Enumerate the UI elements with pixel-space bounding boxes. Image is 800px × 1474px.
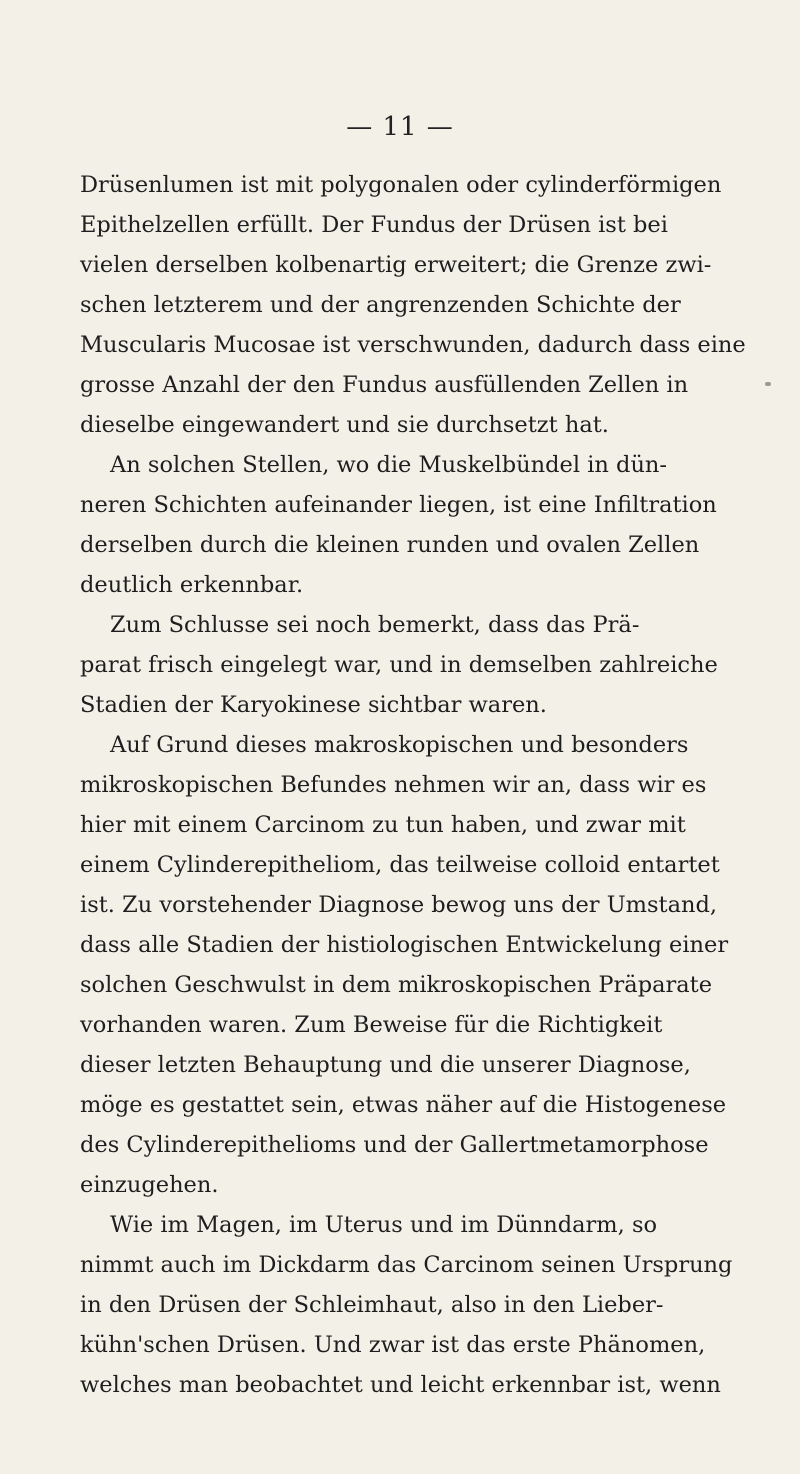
text-line: parat frisch eingelegt war, und in demselben zahlreiche (80, 652, 718, 678)
text-line: vielen derselben kolbenartig erweitert; die Grenze zwi- (80, 252, 712, 278)
text-line: kühn'schen Drüsen. Und zwar ist das erste Phänomen, (80, 1332, 706, 1358)
paragraph-start-line: Wie im Magen, im Uterus und im Dünndarm, so (110, 1212, 658, 1238)
ink-smudge (765, 382, 771, 386)
text-line: Muscularis Mucosae ist verschwunden, dadurch dass eine (80, 332, 746, 358)
text-line: Drüsenlumen ist mit polygonalen oder cylinderförmigen (80, 172, 722, 198)
paragraph-start-line: Zum Schlusse sei noch bemerkt, dass das Prä- (110, 612, 640, 638)
text-line: dass alle Stadien der histiologischen Entwickelung einer (80, 932, 729, 958)
text-line: hier mit einem Carcinom zu tun haben, und zwar mit (80, 812, 686, 838)
text-line: dieselbe eingewandert und sie durchsetzt hat. (80, 412, 609, 438)
text-line: vorhanden waren. Zum Beweise für die Richtigkeit (80, 1012, 663, 1038)
text-line: grosse Anzahl der den Fundus ausfüllenden Zellen in (80, 372, 689, 398)
text-line: dieser letzten Behauptung und die unserer Diagnose, (80, 1052, 691, 1078)
text-line: möge es gestattet sein, etwas näher auf die Histogenese (80, 1092, 727, 1118)
text-line: schen letzterem und der angrenzenden Schichte der (80, 292, 681, 318)
text-line: nimmt auch im Dickdarm das Carcinom seinen Ursprung (80, 1252, 733, 1278)
text-line: Epithelzellen erfüllt. Der Fundus der Drüsen ist bei (80, 212, 668, 238)
text-line: derselben durch die kleinen runden und ovalen Zellen (80, 532, 700, 558)
text-line: einem Cylinderepitheliom, das teilweise colloid entartet (80, 852, 720, 878)
text-line: des Cylinderepithelioms und der Gallertmetamorphose (80, 1132, 709, 1158)
text-line: ist. Zu vorstehender Diagnose bewog uns der Umstand, (80, 892, 718, 918)
page-number: — 11 — (346, 112, 454, 142)
text-line: welches man beobachtet und leicht erkennbar ist, wenn (80, 1372, 721, 1398)
paragraph-start-line: Auf Grund dieses makroskopischen und besonders (110, 732, 689, 758)
text-line: in den Drüsen der Schleimhaut, also in den Lieber- (80, 1292, 664, 1318)
text-line: einzugehen. (80, 1172, 219, 1198)
text-line: neren Schichten aufeinander liegen, ist eine Infiltration (80, 492, 717, 518)
paragraph-start-line: An solchen Stellen, wo die Muskelbündel in dün- (110, 452, 668, 478)
text-line: Stadien der Karyokinese sichtbar waren. (80, 692, 547, 718)
text-line: solchen Geschwulst in dem mikroskopischen Präparate (80, 972, 713, 998)
text-line: deutlich erkennbar. (80, 572, 304, 598)
text-line: mikroskopischen Befundes nehmen wir an, dass wir es (80, 772, 707, 798)
